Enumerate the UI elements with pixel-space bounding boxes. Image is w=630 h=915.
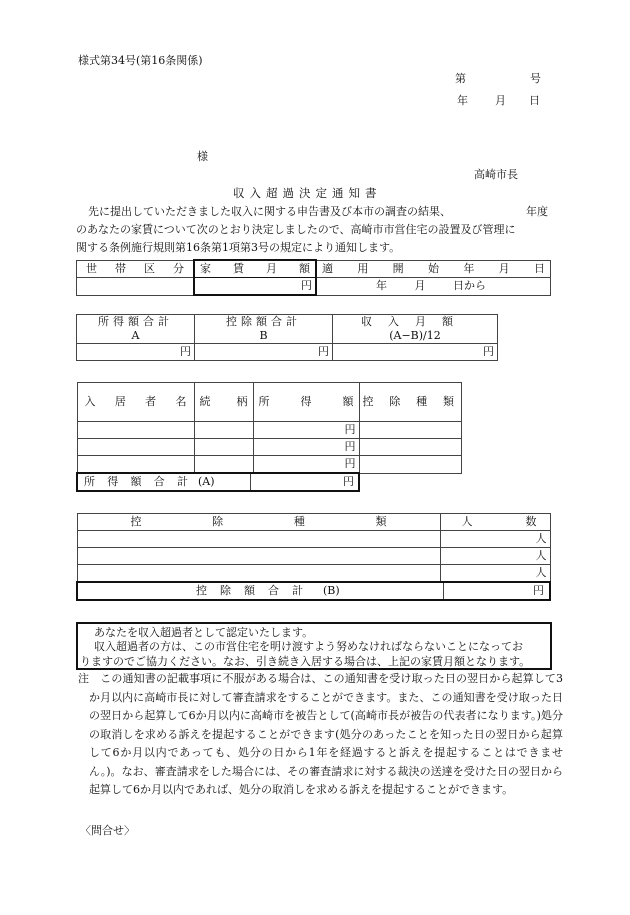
monthly-rent-value: 円 — [194, 278, 316, 296]
notice-line-3: りますのでご協力ください。なお、引き続き入居する場合は、上記の家賃月額となります。 — [80, 655, 531, 668]
income-total-a-value: 円 — [343, 475, 354, 488]
date-month: 月 — [495, 94, 506, 107]
doc-number-suffix: 号 — [530, 72, 541, 85]
table-row: 円 — [77, 439, 462, 456]
deduction-total-b-value: 円 — [533, 584, 544, 597]
deduction-total-b-label: 控除額合計 — [196, 584, 316, 597]
notice-line-2: 収入超過者の方は、この市営住宅を明け渡すよう努めなければならないことになってお — [94, 640, 523, 653]
notice-box — [76, 622, 552, 670]
header-start-date: 適用開始年月日 — [322, 261, 545, 275]
header-deduction-type: 控除種類 — [362, 395, 454, 408]
date-day: 日 — [529, 94, 540, 107]
table-row: 人 — [77, 565, 550, 583]
start-date-value: 年 月 日から — [316, 278, 551, 296]
header-resident-name: 入居者名 — [84, 395, 187, 408]
date-year: 年 — [457, 94, 468, 107]
header-household-class: 世帯区分 — [86, 261, 184, 275]
header-persons: 人数 — [461, 515, 537, 528]
table-row: 円 — [77, 456, 462, 474]
rent-table — [76, 259, 551, 296]
header-monthly-rent: 家賃月額 — [200, 262, 310, 275]
header-deduction-total: 控除額合計 — [226, 315, 301, 328]
footnote: 注 この通知書の記載事項に不服がある場合は、この通知書を受け取った日の翌日から起算して3か月以内に高崎市長に対して審査請求をすることができます。また、この通知書を受け取った日の翌日から起算して6か月以内に高崎市を被告として(高崎市長が被告の代表者になります。)処分の取消しを求める訴えを提起することができます(処分のあったことを知った日の翌日から起算して6か月以内であっても、処分の日から1年を経過すると訴えを提起することはできません。)。なお、審査請求をした場合には、その審査請求に対する裁決の送達を受けた日の翌日から起算して6か月以内であれば、処分の取消しを求める訴えを提起することができます。 — [78, 672, 563, 796]
income-total-value: 円 — [77, 344, 195, 361]
doc-number-prefix: 第 — [455, 72, 466, 85]
intro-line-2: のあなたの家賃について次のとおり決定しましたので、高崎市市営住宅の設置及び管理に — [76, 223, 516, 236]
intro-line-1a: 先に提出していただきました収入に関する申告書及び本市の調査の結果、 — [88, 205, 451, 218]
issuer: 高崎市長 — [474, 168, 518, 181]
header-income-total: 所得額合計 — [98, 315, 173, 328]
resident-income-table — [76, 382, 462, 492]
header-deduction-kind: 控除種類 — [130, 515, 387, 528]
deduction-table — [76, 513, 551, 601]
header-income: 所得額 — [258, 395, 354, 408]
label-b: B — [195, 329, 333, 344]
header-monthly-income: 収入月額 — [361, 315, 469, 328]
intro-line-1b: 年度 — [526, 205, 548, 218]
table-row: 円 — [77, 422, 462, 439]
income-total-a-label: 所得額合計 — [84, 475, 188, 488]
recipient-honorific: 様 — [197, 150, 208, 163]
label-formula: (A−B)/12 — [333, 329, 498, 344]
monthly-income-value: 円 — [333, 344, 498, 361]
deduction-total-b-suffix: (B) — [323, 584, 340, 597]
income-total-a-suffix: (A) — [192, 474, 251, 490]
form-number: 様式第34号(第16条関係) — [78, 54, 203, 67]
table-row: 人 — [77, 531, 550, 548]
table-row: 人 — [77, 548, 550, 565]
document-title: 収入超過決定通知書 — [233, 186, 382, 200]
label-a: A — [77, 329, 195, 344]
intro-line-3: 関する条例施行規則第16条第1項第3号の規定により通知します。 — [76, 241, 401, 254]
header-relationship: 続柄 — [199, 395, 248, 408]
deduction-total-value: 円 — [195, 344, 333, 361]
income-total-a-row — [77, 473, 359, 491]
household-class-value — [77, 278, 195, 296]
deduction-total-b-row — [77, 582, 550, 600]
notice-line-1: あなたを収入超過者として認定いたします。 — [94, 626, 314, 639]
income-summary-table — [76, 314, 498, 361]
contact-label: 〈問合せ〉 — [80, 824, 135, 837]
